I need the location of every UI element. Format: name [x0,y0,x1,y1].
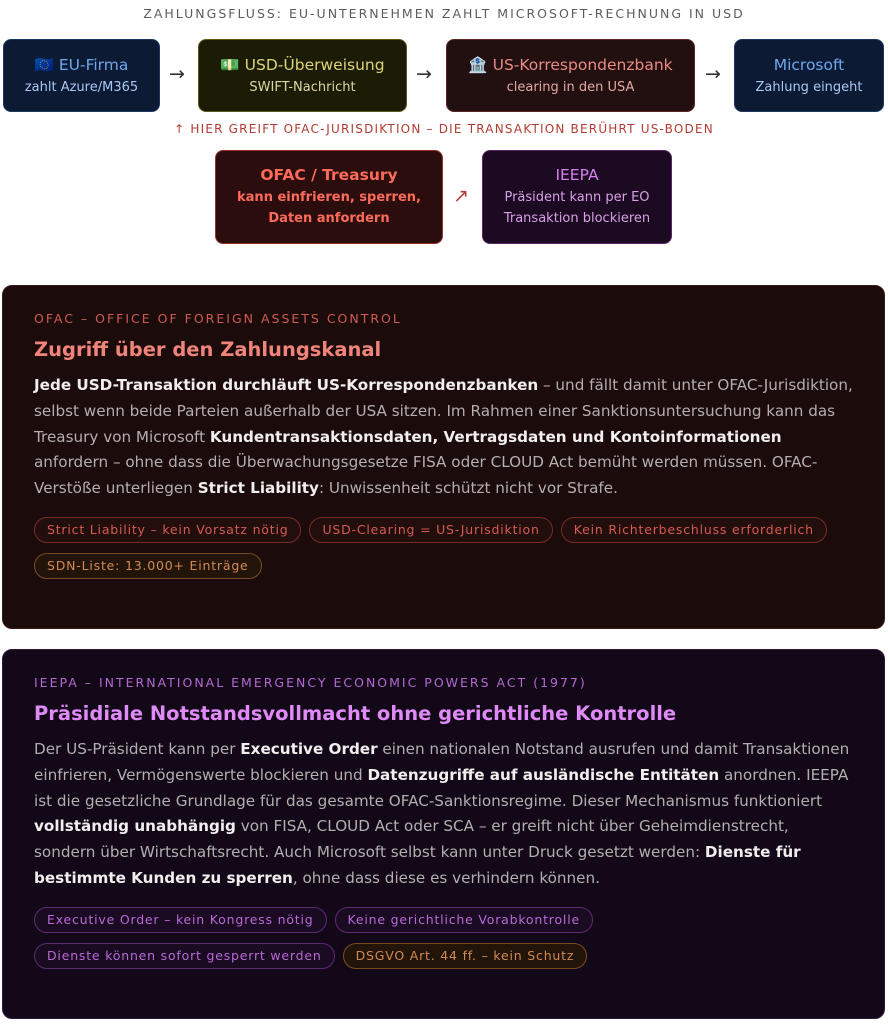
arrow-right-icon: → [705,63,721,85]
node-korrespondenzbank [446,39,695,112]
tag-badge: Keine gerichtliche Vorabkontrolle [335,907,593,933]
tag-badge: SDN-Liste: 13.000+ Einträge [34,553,262,579]
node-bank-label: US-Korrespondenzbank [492,55,673,74]
node-ms-sub: Zahlung eingeht [755,79,863,95]
node-usd-label: USD-Überweisung [244,55,385,74]
node-eu-sub: zahlt Azure/M365 [24,79,139,95]
emphasis-text: Dienste für bestimmte Kunden zu sperren [34,843,801,887]
body-text: – und fällt damit unter OFAC-Jurisdiktion, selbst wenn beide Parteien außerhalb der USA sitzen. Im Rahmen einer Sanktionsuntersuchung kann das Treasury von Microsoft [34,376,853,446]
body-text: : Unwissenheit schützt nicht vor Strafe. [318,479,618,498]
body-text: Der US-Präsident kann per [34,740,241,758]
ieepa-card-body [34,737,853,892]
body-text: anfordern – ohne dass die Überwachungsgesetze FISA oder CLOUD Act bemüht werden müssen. OFAC-Verstöße unterliegen [34,453,818,498]
bank-icon: 🏦 [468,55,488,74]
emphasis-text: Strict Liability [197,479,319,498]
node-ieepa-sub2: Transaktion blockieren [503,211,651,226]
node-bank-sub: clearing in den USA [506,79,635,95]
node-microsoft [734,39,884,112]
arrow-right-icon: → [169,63,185,85]
node-ieepa-sub1: Präsident kann per EO [504,190,650,205]
ofac-card-body [34,373,853,502]
emphasis-text: Jede USD-Transaktion durchläuft US-Korrespondenzbanken [34,376,539,394]
node-eu-label: EU-Firma [58,55,129,74]
emphasis-text: vollständig unabhängig [34,817,236,836]
tag-badge: Kein Richterbeschluss erforderlich [561,517,827,543]
tag-badge: Executive Order – kein Kongress nötig [34,907,327,933]
eu-flag-icon: 🇪🇺 [34,55,54,74]
body-text: anordnen. IEEPA ist die gesetzliche Grundlage für das gesamte OFAC-Sanktionsregime. Dieser Mechanismus funktioniert [34,765,849,810]
body-text: einen nationalen Notstand ausrufen und damit Transaktionen einfrieren, Vermögenswerte blockieren und [34,740,850,784]
arrow-up-right-icon: ↗ [453,185,469,207]
ieepa-card-title: Präsidiale Notstandsvollmacht ohne gerichtliche Kontrolle [34,702,677,725]
ofac-card-tags [34,517,853,579]
node-ofac-treasury [215,150,443,244]
ieepa-card-tags [34,907,853,969]
node-ofac-sub2: Daten anfordern [268,211,390,226]
tag-badge: USD-Clearing = US-Jurisdiktion [309,517,552,543]
tag-badge: Strict Liability – kein Vorsatz nötig [34,517,301,543]
ieepa-card [2,649,885,1019]
node-eu-firma [3,39,160,112]
money-icon: 💵 [220,55,240,74]
ofac-card-eyebrow: OFAC – OFFICE OF FOREIGN ASSETS CONTROL [34,311,402,326]
node-ms-label: Microsoft [773,55,845,74]
node-usd-sub: SWIFT-Nachricht [249,79,356,95]
emphasis-text: Kundentransaktionsdaten, Vertragsdaten und Kontoinformationen [209,427,782,446]
ofac-card [2,285,885,629]
node-usd-ueberweisung [198,39,407,112]
tag-badge: DSGVO Art. 44 ff. – kein Schutz [343,943,588,969]
node-ieepa-label: IEEPA [555,166,599,184]
ieepa-card-eyebrow: IEEPA – INTERNATIONAL EMERGENCY ECONOMIC POWERS ACT (1977) [34,675,587,690]
node-ofac-sub1: kann einfrieren, sperren, [237,190,421,205]
body-text: , ohne dass diese es verhindern können. [292,868,600,887]
arrow-right-icon: → [416,63,432,85]
emphasis-text: Executive Order [240,740,378,758]
body-text: von FISA, CLOUD Act oder SCA – er greift nicht über Geheimdienstrecht, sondern über Wirtschaftsrecht. Auch Microsoft selbst kann unter Druck gesetzt werden: [34,817,789,862]
emphasis-text: Datenzugriffe auf ausländische Entitäten [367,765,720,784]
flow-title: ZAHLUNGSFLUSS: EU-UNTERNEHMEN ZAHLT MICROSOFT-RECHNUNG IN USD [143,6,745,21]
node-ieepa [482,150,672,244]
node-ofac-label: OFAC / Treasury [260,166,398,184]
jurisdiction-note: ↑ HIER GREIFT OFAC-JURISDIKTION – DIE TRANSAKTION BERÜHRT US-BODEN [174,122,714,136]
ofac-card-title: Zugriff über den Zahlungskanal [34,338,382,361]
tag-badge: Dienste können sofort gesperrt werden [34,943,335,969]
